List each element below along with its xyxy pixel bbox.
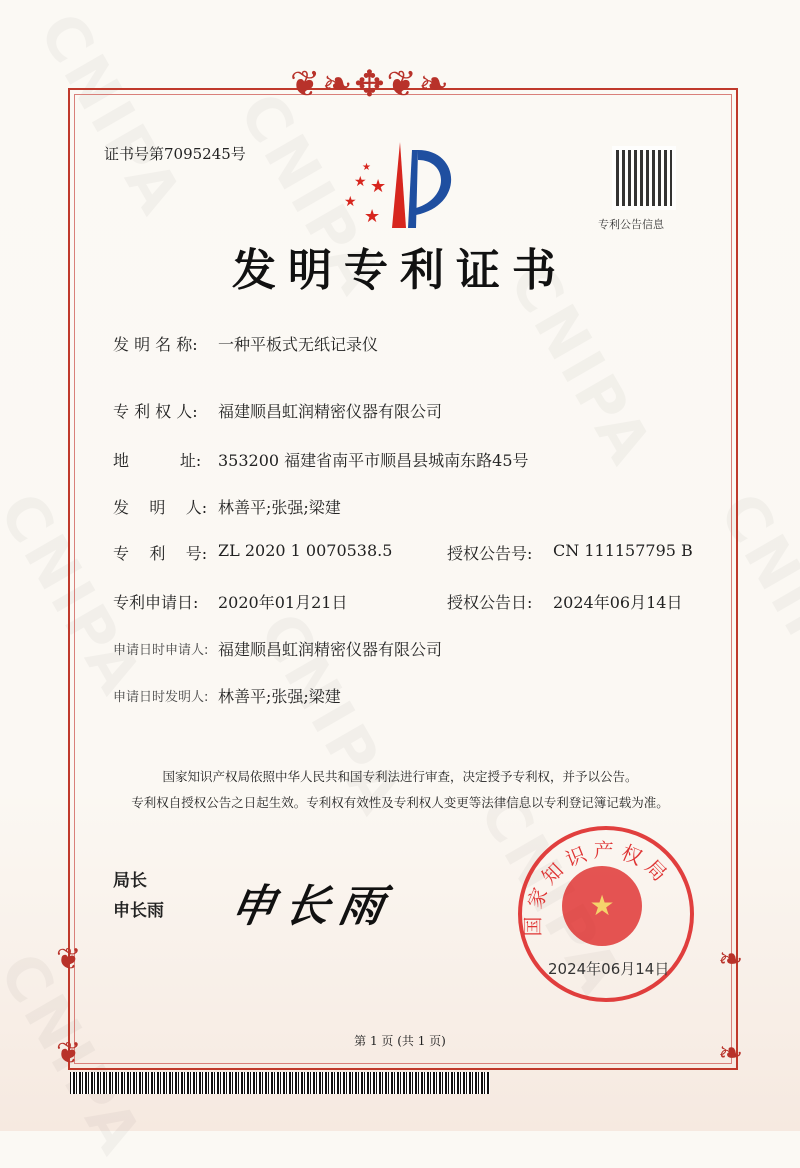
page-footer: 第 1 页 (共 1 页) (354, 1034, 446, 1048)
national-emblem-icon: ★ (562, 866, 642, 946)
stamp-text: 国家知识产权局 (520, 838, 676, 937)
invention-name-value: 一种平板式无纸记录仪 (218, 335, 379, 354)
notice-line-2: 专利权自授权公告之日起生效。专利权有效性及专利权人变更等法律信息以专利登记簿记载为准。 (131, 795, 669, 810)
publication-date-label: 授权公告日: (447, 593, 533, 612)
svg-text:★: ★ (362, 162, 371, 173)
address-label: 地 址: (113, 451, 202, 470)
publication-number-label: 授权公告号: (447, 544, 533, 563)
stamp-date: 2024年06月14日 (548, 960, 670, 978)
corner-ornament-icon: ❧ (718, 942, 744, 977)
inventor-value: 林善平;张强;梁建 (218, 498, 341, 517)
filing-date-label: 专利申请日: (113, 593, 199, 612)
barcode (70, 1072, 490, 1094)
top-ornament-icon: ❦❧✥❦❧ (290, 64, 451, 105)
signature: 申长雨 (226, 881, 398, 932)
applicant-at-filing-value: 福建顺昌虹润精密仪器有限公司 (218, 640, 443, 659)
applicant-at-filing-label: 申请日时申请人: (113, 643, 209, 658)
svg-text:国家知识产权局 (521, 838, 676, 936)
page-title: 发明专利证书 (232, 245, 568, 296)
corner-ornament-icon: ❧ (718, 1036, 744, 1071)
corner-ornament-icon: ❦ (56, 942, 82, 977)
notice-line-1: 国家知识产权局依照中华人民共和国专利法进行审查，决定授予专利权，并予以公告。 (162, 769, 638, 784)
publication-date-value: 2024年06月14日 (553, 593, 683, 612)
patentee-value: 福建顺昌虹润精密仪器有限公司 (218, 402, 443, 421)
signatory-name: 申长雨 (113, 901, 164, 921)
patent-number-label: 专 利 号: (113, 544, 208, 563)
filing-date-value: 2020年01月21日 (218, 593, 348, 612)
signatory-title: 局长 (113, 871, 147, 891)
corner-ornament-icon: ❦ (56, 1036, 82, 1071)
inventor-at-filing-label: 申请日时发明人: (113, 690, 209, 705)
inventor-label: 发 明 人: (113, 498, 208, 517)
svg-text:★: ★ (354, 174, 367, 190)
svg-text:★: ★ (344, 194, 357, 210)
svg-text:★: ★ (364, 206, 381, 227)
patent-number-value: ZL 2020 1 0070538.5 (218, 541, 393, 560)
invention-name-label: 发 明 名 称: (113, 335, 198, 354)
qr-code[interactable] (612, 146, 676, 210)
certificate-number: 证书号第7095245号 (104, 145, 246, 163)
address-value: 353200 福建省南平市顺昌县城南东路45号 (218, 451, 529, 470)
patentee-label: 专 利 权 人: (113, 402, 198, 421)
publication-number-value: CN 111157795 B (553, 541, 693, 560)
cnipa-logo-icon (340, 140, 460, 230)
inventor-at-filing-value: 林善平;张强;梁建 (218, 687, 341, 706)
svg-text:★: ★ (370, 176, 387, 197)
qr-caption: 专利公告信息 (598, 218, 664, 231)
